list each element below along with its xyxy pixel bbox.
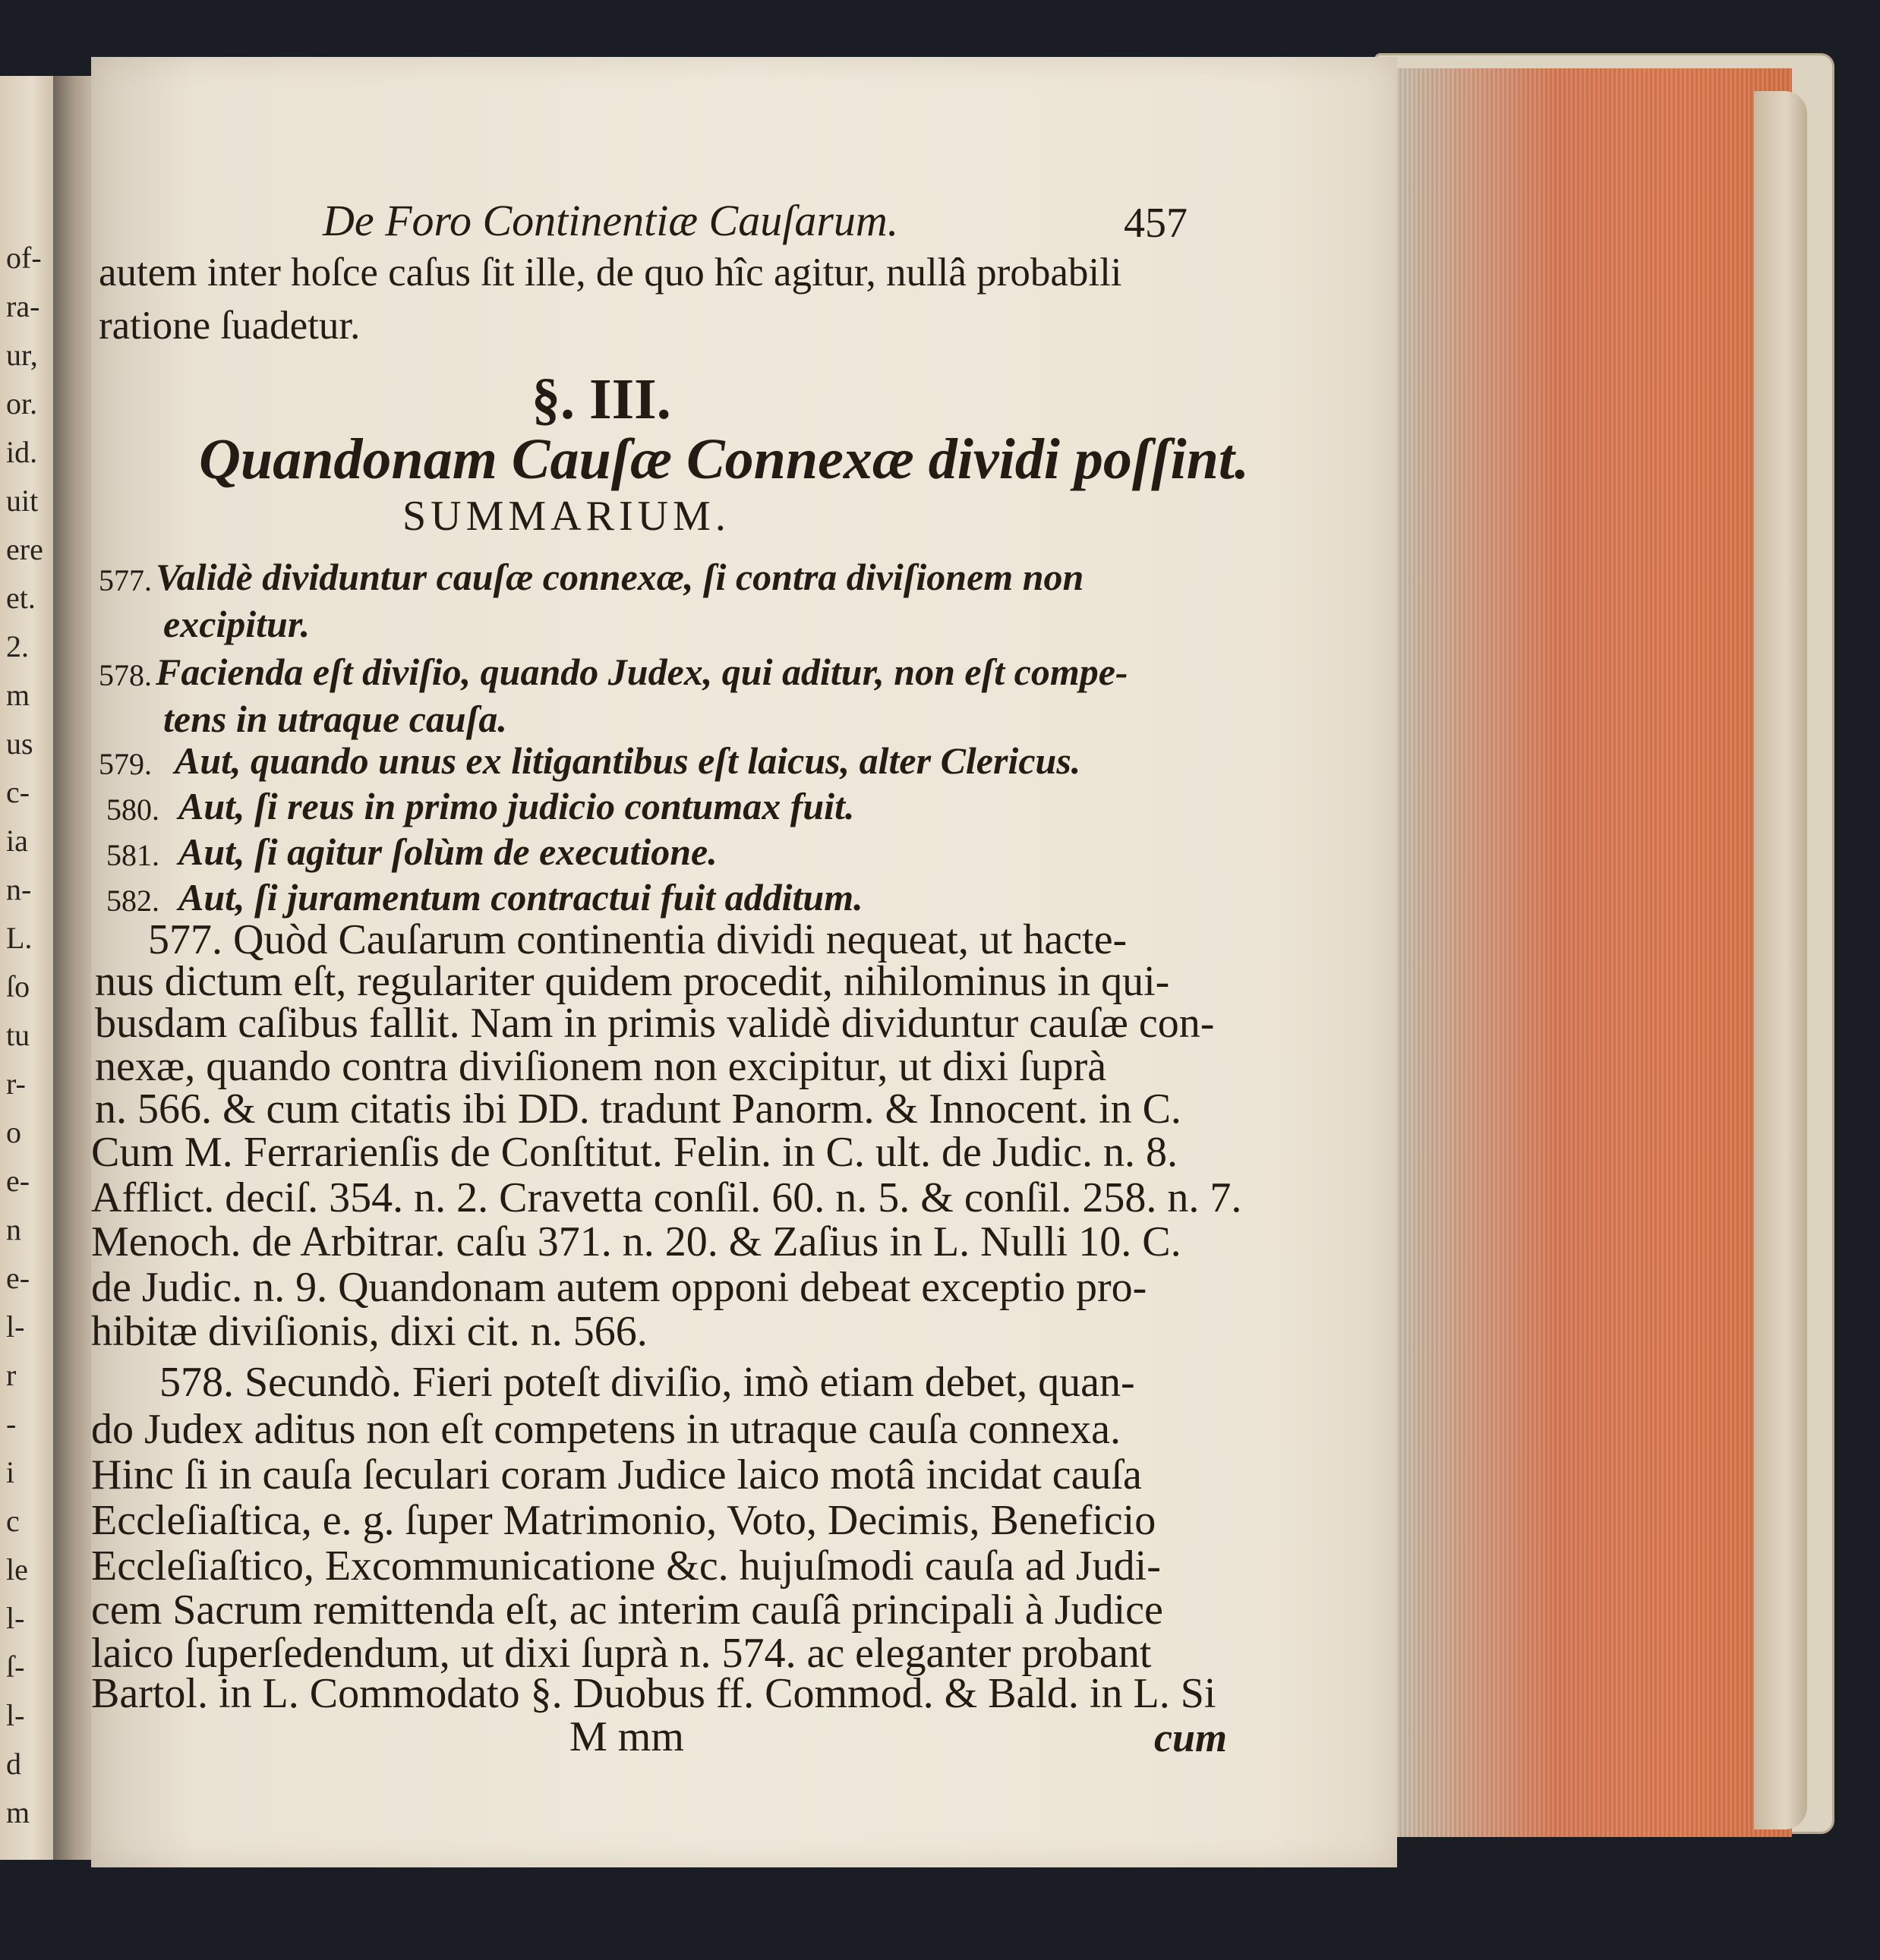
- body-line: Eccleſiaſtica, e. g. ſuper Matrimonio, Voto, Decimis, Beneficio: [91, 1497, 1156, 1544]
- body-line: de Judic. n. 9. Quandonam autem opponi debeat exceptio pro-: [91, 1264, 1147, 1311]
- previous-page-fragment: r: [6, 1358, 17, 1392]
- body-line: nus dictum eſt, regulariter quidem procedit, nihilominus in qui-: [95, 958, 1170, 1005]
- cover-edge: [1754, 91, 1807, 1829]
- summary-number: 577.: [99, 563, 152, 597]
- summary-text: tens in utraque cauſa.: [163, 698, 507, 740]
- section-number: §. III.: [532, 367, 671, 431]
- summary-text: Facienda eſt diviſio, quando Judex, qui aditur, non eſt compe-: [156, 651, 1128, 693]
- previous-page-fragment: ere: [6, 532, 43, 566]
- previous-page-fragment: us: [6, 726, 33, 761]
- previous-page-fragment: or.: [6, 386, 38, 421]
- page-number: 457: [1124, 200, 1188, 247]
- page-fore-edge: [1397, 68, 1792, 1837]
- previous-page-fragment: ur,: [6, 338, 38, 372]
- body-line: 577. Quòd Cauſarum continentia dividi nequeat, ut hacte-: [148, 916, 1128, 963]
- body-line: ratione ſuadetur.: [99, 304, 361, 348]
- body-line: Hinc ſi in cauſa ſeculari coram Judice laico motâ incidat cauſa: [91, 1451, 1142, 1498]
- previous-page-fragment: c: [6, 1504, 20, 1538]
- previous-page-fragment: -: [6, 1407, 17, 1441]
- previous-page-fragment: uit: [6, 484, 39, 518]
- previous-page-fragment: et.: [6, 581, 36, 615]
- catchword: cum: [1154, 1715, 1228, 1760]
- summary-text: Aut, ſi juramentum contractui fuit additum.: [178, 876, 863, 919]
- previous-page-fragment: id.: [6, 435, 38, 469]
- summary-number: 579.: [99, 747, 152, 781]
- previous-page-fragment: m: [6, 1795, 30, 1829]
- summary-number: 580.: [106, 793, 159, 827]
- summary-text: Validè dividuntur cauſæ connexæ, ſi contra diviſionem non: [156, 556, 1084, 598]
- previous-page-fragment: ia: [6, 824, 28, 858]
- previous-page-fragment: o: [6, 1115, 21, 1149]
- summary-text: Aut, ſi reus in primo judicio contumax fuit.: [178, 785, 855, 827]
- summary-number: 582.: [106, 884, 159, 918]
- body-line: Bartol. in L. Commodato §. Duobus ff. Commod. & Bald. in L. Si: [91, 1670, 1216, 1717]
- previous-page-fragment: L.: [6, 921, 33, 955]
- summary-number: 581.: [106, 838, 159, 872]
- previous-page-fragment: 2.: [6, 629, 29, 663]
- body-line: nexæ, quando contra diviſionem non excipitur, ut dixi ſuprà: [95, 1043, 1107, 1090]
- previous-page-fragment: le: [6, 1552, 28, 1587]
- previous-page-fragment: of-: [6, 241, 42, 275]
- previous-page-fragment: e-: [6, 1261, 30, 1295]
- body-line: hibitæ diviſionis, dixi cit. n. 566.: [91, 1308, 648, 1355]
- body-line: n. 566. & cum citatis ibi DD. tradunt Panorm. & Innocent. in C.: [95, 1086, 1181, 1133]
- body-line: Cum M. Ferrarienſis de Conſtitut. Felin. in C. ult. de Judic. n. 8.: [91, 1129, 1178, 1176]
- previous-page-fragment: d: [6, 1747, 21, 1781]
- previous-page-fragment: ſo: [6, 969, 30, 1004]
- previous-page-fragment: r-: [6, 1067, 26, 1101]
- summary-text: Aut, ſi agitur ſolùm de executione.: [178, 830, 718, 873]
- running-head: De Foro Continentiæ Cauſarum.: [323, 196, 899, 245]
- previous-page-fragment: l-: [6, 1309, 25, 1344]
- previous-page-fragment: n-: [6, 872, 32, 906]
- previous-page-fragment: e-: [6, 1164, 30, 1198]
- summary-text: excipitur.: [163, 603, 311, 645]
- previous-page-fragment: tu: [6, 1018, 30, 1052]
- previous-page-fragment: n: [6, 1212, 21, 1246]
- section-title: Quandonam Cauſæ Connexæ dividi poſſint.: [199, 427, 1249, 491]
- body-line: autem inter hoſce caſus ſit ille, de quo hîc agitur, nullâ probabili: [99, 251, 1122, 295]
- body-line: do Judex aditus non eſt competens in utraque cauſa connexa.: [91, 1406, 1121, 1453]
- summary-number: 578.: [99, 658, 152, 692]
- previous-page-fragment: c-: [6, 775, 30, 809]
- summary-heading: SUMMARIUM.: [402, 493, 730, 540]
- body-line: busdam caſibus fallit. Nam in primis validè dividuntur cauſæ con-: [95, 1000, 1215, 1047]
- previous-page-fragment: ſ-: [6, 1650, 25, 1684]
- body-line: Afflict. deciſ. 354. n. 2. Cravetta conſil. 60. n. 5. & conſil. 258. n. 7.: [91, 1174, 1242, 1221]
- previous-page-fragment: m: [6, 678, 30, 712]
- body-line: cem Sacrum remittenda eſt, ac interim cauſâ principali à Judice: [91, 1587, 1163, 1634]
- previous-page-fragment: i: [6, 1455, 15, 1489]
- summary-text: Aut, quando unus ex litigantibus eſt laicus, alter Clericus.: [175, 739, 1081, 782]
- signature-mark: M mm: [569, 1713, 684, 1760]
- previous-page-fragment: l-: [6, 1698, 25, 1732]
- body-line: Eccleſiaſtico, Excommunicatione &c. hujuſmodi cauſa ad Judi-: [91, 1542, 1161, 1590]
- previous-page-fragment: ra-: [6, 289, 40, 323]
- body-line: laico ſuperſedendum, ut dixi ſuprà n. 574. ac eleganter probant: [91, 1630, 1152, 1677]
- previous-page-fragment: l-: [6, 1601, 25, 1635]
- body-line: 578. Secundò. Fieri poteſt diviſio, imò etiam debet, quan-: [159, 1359, 1135, 1406]
- body-line: Menoch. de Arbitrar. caſu 371. n. 20. & Zaſius in L. Nulli 10. C.: [91, 1218, 1181, 1265]
